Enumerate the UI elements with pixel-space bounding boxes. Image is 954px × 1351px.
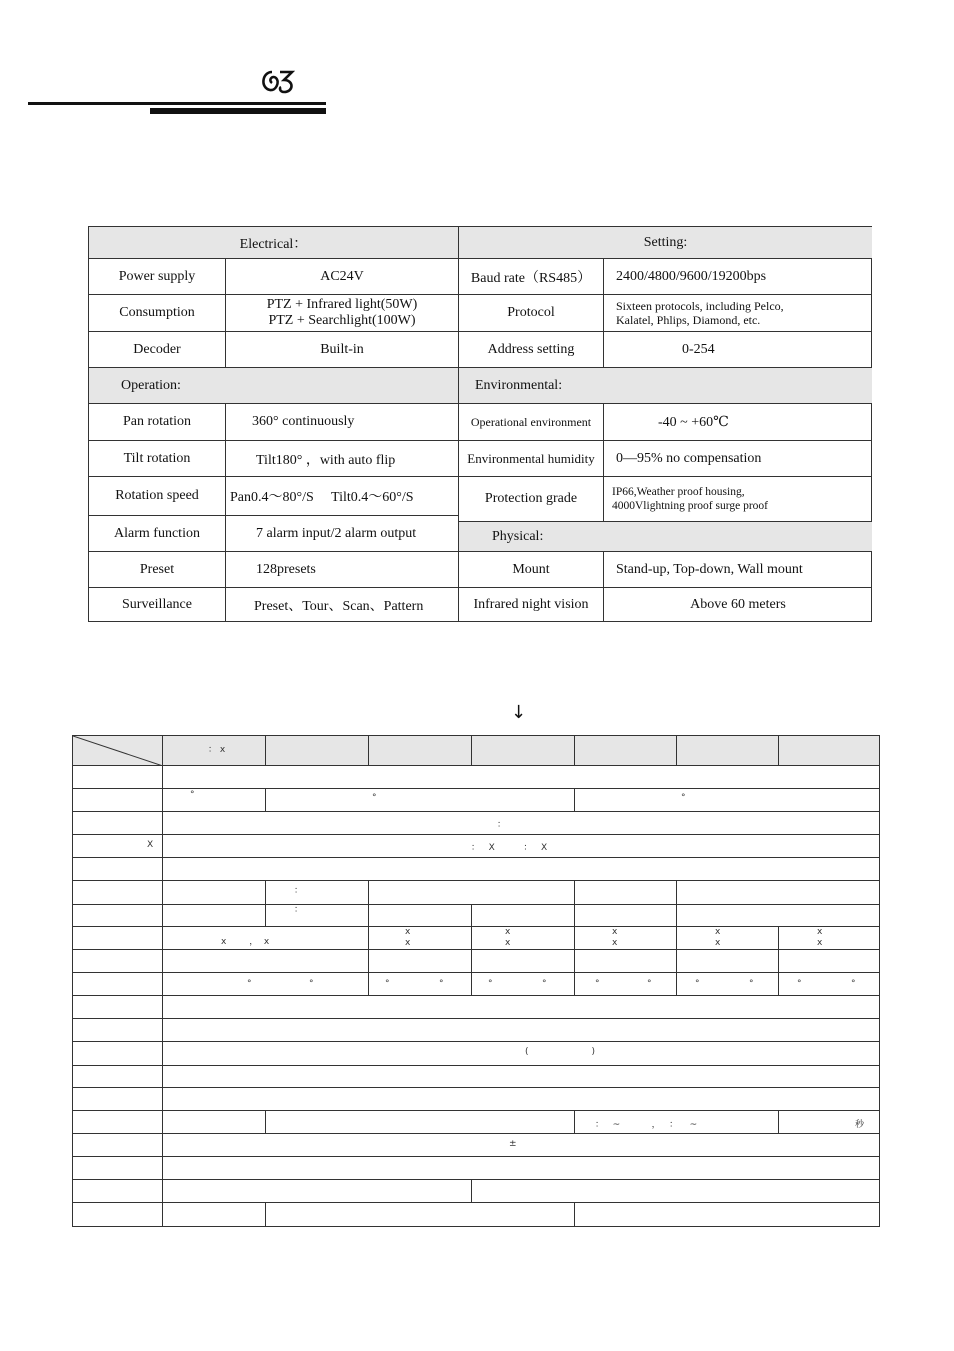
row-cell [472,950,575,973]
row-cell [163,950,369,973]
consumption-value: PTZ + Infrared light(50W) PTZ + Searchlight(100W) [226,295,459,332]
mount-value: Stand-up, Top-down, Wall mount [604,552,872,588]
row-cell [163,1157,879,1180]
protocol-label: Protocol [459,295,604,332]
row-label [73,858,163,881]
logo-icon [258,66,298,96]
header-cell [369,736,472,766]
row-label: X [73,835,163,858]
row-cell: ° ° [677,973,779,996]
row-cell: ° ° [472,973,575,996]
power-supply-label: Power supply [89,259,226,295]
row-label [73,1042,163,1066]
row-label [73,1203,163,1226]
decoder-value: Built-in [226,332,459,368]
row-cell: ： X ： X [163,835,879,858]
address-setting-label: Address setting [459,332,604,368]
row-cell [369,881,575,905]
header-rule-thin [28,102,326,105]
row-cell [575,881,677,905]
protection-grade-label: Protection grade [459,477,604,522]
row-cell: ( ) [163,1042,879,1066]
row-cell: ° [266,789,575,812]
decoder-label: Decoder [89,332,226,368]
mount-label: Mount [459,552,604,588]
row-cell: x x [677,927,779,950]
alarm-function-value: 7 alarm input/2 alarm output [226,516,459,552]
row-label [73,789,163,812]
row-cell: ： [266,881,369,905]
header-rule-thick [150,108,326,114]
section-setting: Setting: [459,227,872,259]
power-supply-value: AC24V [226,259,459,295]
row-cell [163,858,879,881]
row-cell: x ， x [163,927,369,950]
row-cell [677,881,879,905]
row-label [73,1019,163,1042]
baud-rate-value: 2400/4800/9600/19200bps [604,259,872,295]
baud-rate-label: Baud rate（RS485） [459,259,604,295]
section-physical: Physical: [459,522,872,552]
tilt-rotation-label: Tilt rotation [89,441,226,477]
row-cell [163,881,266,905]
rotation-speed-value: Pan0.4～80°/S Tilt0.4～60°/S [226,477,459,516]
row-cell [163,1180,472,1203]
preset-value: 128presets [226,552,459,588]
row-cell [163,996,879,1019]
diagonal-divider [73,736,163,766]
tilt-rotation-value: Tilt180° ，with auto flip [226,441,459,477]
row-cell [677,950,779,973]
row-label [73,766,163,789]
infrared-night-vision-value: Above 60 meters [690,597,786,612]
row-cell [472,905,575,927]
row-cell [369,905,472,927]
row-cell [163,1111,266,1134]
row-label [73,1134,163,1157]
row-cell: x x [575,927,677,950]
pan-rotation-label: Pan rotation [89,404,226,441]
row-cell [677,905,879,927]
row-cell: ± [163,1134,879,1157]
spec-table [88,226,872,622]
row-cell: ° [575,789,879,812]
corner-header-cell [73,736,163,766]
environmental-humidity-label: Environmental humidity [459,441,604,477]
consumption-label: Consumption [89,295,226,332]
row-cell [266,1203,575,1226]
row-cell [779,950,879,973]
infrared-night-vision-label: Infrared night vision [459,588,604,622]
rotation-speed-label: Rotation speed [89,477,226,516]
operational-environment-value: -40 ~ +60℃ [604,404,872,441]
environmental-humidity-value: 0—95% no compensation [604,441,872,477]
row-label [73,996,163,1019]
section-environmental: Environmental: [459,368,872,404]
row-label [73,1157,163,1180]
protocol-value: Sixteen protocols, including Pelco, Kalatel, Phlips, Diamond, etc. [604,295,872,332]
header-cell: ： x [163,736,266,766]
header-cell [266,736,369,766]
row-cell: x x [369,927,472,950]
row-cell [266,1111,575,1134]
row-cell: ： ~ ， ： ~ [575,1111,779,1134]
comparison-table [72,735,880,1227]
row-cell [163,905,266,927]
row-cell [163,1088,879,1111]
row-label [73,881,163,905]
row-cell: x x [472,927,575,950]
row-cell [163,766,879,789]
section-electrical: Electrical： [89,227,459,259]
row-label [73,927,163,950]
row-cell: 秒 [779,1111,879,1134]
section-operation: Operation: [89,368,459,404]
row-cell [575,905,677,927]
row-label [73,1180,163,1203]
surveillance-value: Preset、Tour、Scan、Pattern [226,588,459,622]
preset-label: Preset [89,552,226,588]
row-cell [575,1203,879,1226]
address-setting-value: 0-254 [604,332,872,368]
operational-environment-label: Operational environment [459,404,604,441]
down-arrow-icon: ↓ [511,702,527,723]
row-label [73,1066,163,1088]
row-cell: ° ° [163,973,369,996]
row-cell [575,950,677,973]
protection-grade-value: IP66,Weather proof housing, 4000Vlightning proof surge proof [604,477,872,522]
header-cell [575,736,677,766]
pan-rotation-value: 360° continuously [226,404,459,441]
row-label [73,950,163,973]
row-cell: ： [266,905,369,927]
row-cell: ° ° [369,973,472,996]
row-cell [163,1019,879,1042]
row-cell [369,950,472,973]
row-cell: x x [779,927,879,950]
row-label [73,973,163,996]
row-label [73,1088,163,1111]
row-cell [472,1180,879,1203]
row-label [73,1111,163,1134]
row-cell: ° [163,789,266,812]
row-cell: ° ° [779,973,879,996]
header-cell [472,736,575,766]
row-label [73,905,163,927]
row-label [73,812,163,835]
row-cell: ： [163,812,879,835]
header-cell [677,736,779,766]
header-cell [779,736,879,766]
row-cell [163,1203,266,1226]
surveillance-label: Surveillance [89,588,226,622]
row-cell: ° ° [575,973,677,996]
alarm-function-label: Alarm function [89,516,226,552]
row-cell [163,1066,879,1088]
